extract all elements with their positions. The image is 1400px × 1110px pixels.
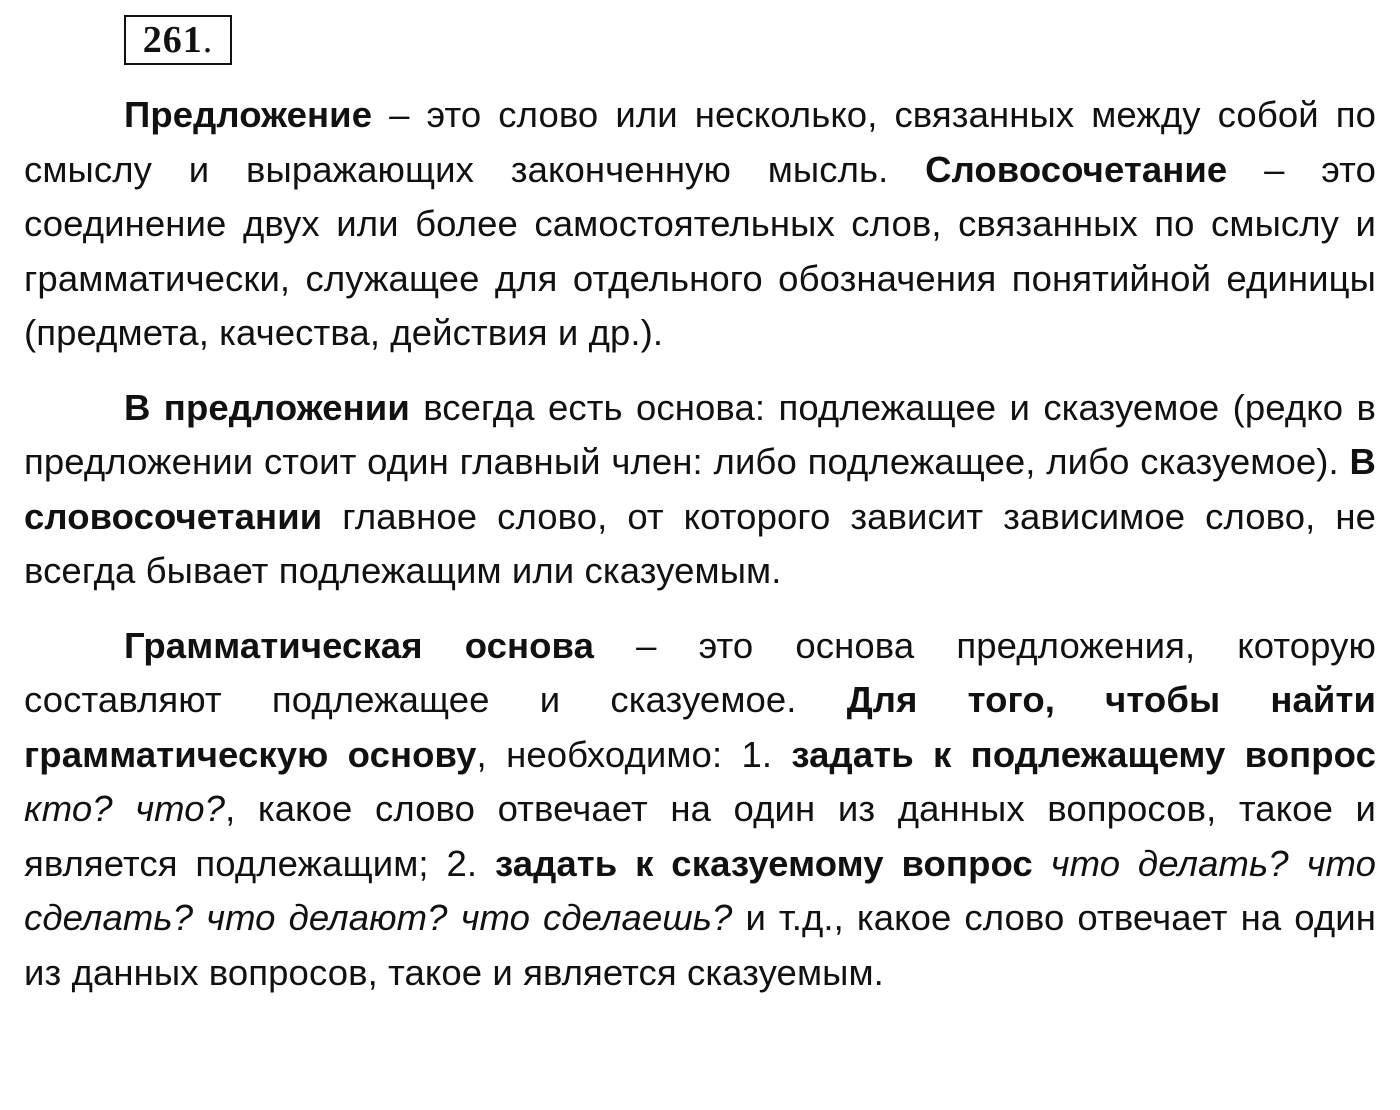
task-number-box (124, 15, 232, 65)
bold-term: Словосочетание (925, 148, 1228, 190)
italic-question: кто? что? (24, 788, 226, 829)
text-run: и т.д., какое слово отвечает на один из данных вопросов, такое и является сказуемым. (24, 897, 1376, 993)
text-run: , необходимо: 1. (476, 733, 792, 775)
task-number-dot: . (202, 19, 214, 61)
text-run: – это основа предложения, которую составляют подлежащее и сказуемое. (24, 624, 1376, 720)
bold-term: Предложение (124, 94, 373, 135)
bold-term: В словосочетании (24, 441, 1376, 537)
italic-question: что делать? что сделать? что делают? что сделаешь? (24, 842, 1376, 938)
bold-term: Грамматическая основа (124, 624, 595, 666)
task-number: 261 (142, 19, 203, 61)
text-run: главное слово, от которого зависит зависимое слово, не всегда бывает подлежащим или сказуемым. (24, 495, 1376, 591)
bold-term: Для того, чтобы найти грамматическую основу (24, 679, 1376, 775)
text-run (1033, 843, 1051, 884)
text-run: , какое слово отвечает на один из данных вопросов, такое и является подлежащим; 2. (24, 788, 1377, 884)
paragraph-grammatical-basis (24, 619, 1376, 1001)
paragraph-sentence-definition (24, 88, 1376, 361)
document-body (24, 88, 1376, 1020)
text-run: – это соединение двух или более самостоятельных слов, связанных по смыслу и грамматически, служащее для отдельного обозначения понятийной единицы (предмета, качества, действия и др.). (24, 148, 1376, 353)
bold-term: задать к сказуемому вопрос (494, 842, 1033, 884)
text-run: – это слово или несколько, связанных между собой по смыслу и выражающих законченную мысль. (24, 94, 1376, 190)
text-run: всегда есть основа: подлежащее и сказуемое (редко в предложении стоит один главный член: либо подлежащее, либо сказуемое). (24, 386, 1377, 482)
bold-term: задать к подлежащему вопрос (791, 733, 1376, 775)
paragraph-sentence-vs-phrase (24, 381, 1376, 599)
bold-term: В предложении (124, 386, 410, 428)
